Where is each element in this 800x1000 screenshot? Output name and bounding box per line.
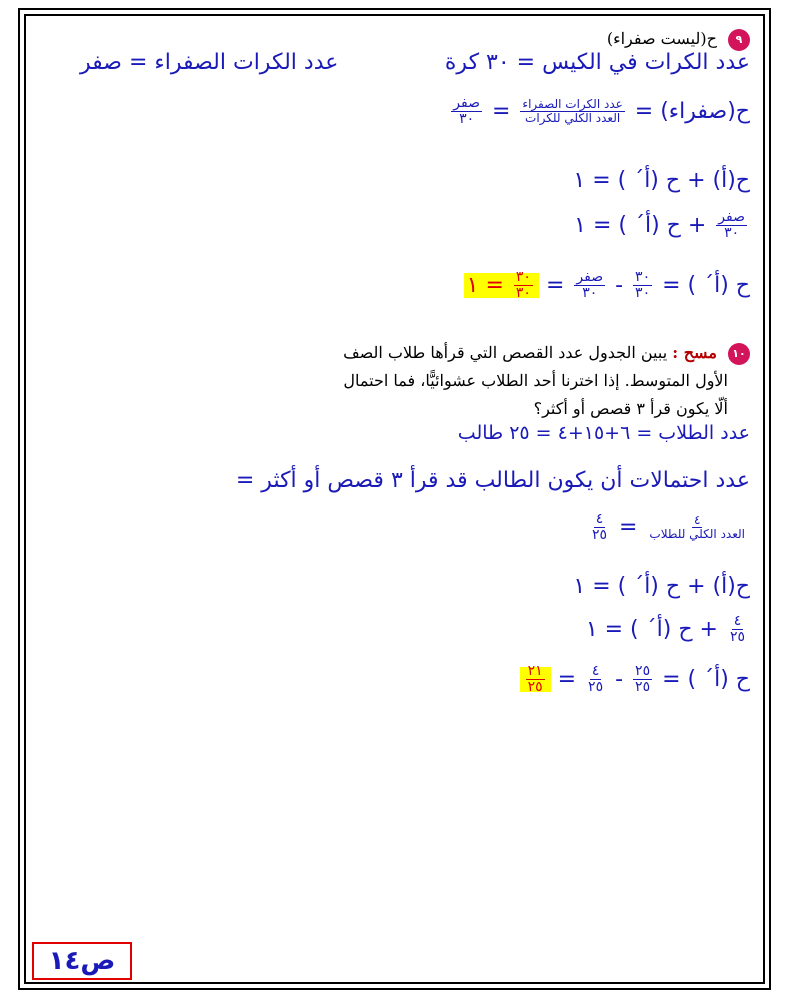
q10-sub-frac-num: ٤ [733,613,742,629]
q10-frac1 [647,514,747,541]
q10-answer-highlight [520,663,551,696]
q10-final-frac2-num: ٤ [591,663,600,679]
q9-final-minus: - [615,272,624,298]
q10-frac1-num: ٤ [693,513,701,528]
q9-sub-frac-den: ٣٠ [724,225,740,242]
q10-line2: الأول المتوسط. إذا اخترنا أحد الطلاب عشوائيًّا، فما احتمال [343,371,728,390]
q9-final-frac1-den: ٣٠ [635,285,651,302]
q10-line1: يبين الجدول عدد القصص التي قرأها طلاب الصف [343,343,668,362]
q10-substitution [586,614,750,646]
q10-sub-rest: + ح (أ´ ) = ١ [585,616,718,642]
q10-final-frac1-num: ٢٥ [635,663,651,679]
q9-p-yellow-frac1-den: العدد الكلي للكرات [525,111,621,126]
q9-substitution [574,210,750,242]
page-number-box [32,942,132,980]
q10-final-lhs: ح (أ´ ) = [662,666,750,692]
q10-outcomes: عدد احتمالات أن يكون الطالب قد قرأ ٣ قصص أو أكثر = [235,468,750,493]
q10-eq-sign: = [618,514,638,540]
q9-yellow-balls: عدد الكرات الصفراء = صفر [80,50,339,75]
q9-final-frac2-den: ٣٠ [582,285,598,302]
q9-sub-frac [716,210,747,242]
q9-header: ح(ليست صفراء) [606,29,717,48]
q9-answer-frac [514,270,533,302]
q9-balls-in-bag: عدد الكرات في الكيس = ٣٠ كرة [444,50,750,75]
q9-final-frac2-num: صفر [576,269,604,285]
q9-p-yellow-eq: = [491,98,511,124]
page-frame-inner [24,14,765,984]
q9-complement-rule: ح(أ) + ح (أ´ ) = ١ [573,168,750,193]
q9-answer-highlight [464,269,539,302]
q9-answer-frac-den: ٣٠ [515,285,531,302]
q10-frac2-den: ٢٥ [591,527,607,544]
q10-sub-frac [728,614,747,646]
q9-final-frac1-num: ٣٠ [635,269,651,285]
q10-label: مسح : [672,343,717,362]
q10-sub-frac-den: ٢٥ [729,629,745,646]
q9-p-yellow-lhs: ح(صفراء) = [634,98,750,124]
q10-probability-equation [587,512,750,544]
q10-complement-rule: ح(أ) + ح (أ´ ) = ١ [573,574,750,599]
q9-sub-rest: + ح (أ´ ) = ١ [574,212,707,238]
q10-students: عدد الطلاب = ٦+١٥+٤ = ٢٥ طالب [457,422,750,444]
q9-answer-result: = ١ [466,272,504,298]
q9-p-yellow-frac2 [451,96,482,128]
q9-p-yellow-frac1 [520,98,624,125]
q10-answer-frac [526,664,545,696]
page-number: ص١٤ [48,946,116,976]
q10-final-eq: = [557,666,577,692]
q9-p-yellow-frac1-num: عدد الكرات الصفراء [522,97,623,112]
q10-line1-row [343,340,750,365]
q9-p-yellow-frac2-num: صفر [453,95,480,111]
q9-number-badge: ٩ [728,29,750,51]
q9-p-yellow-equation [448,96,750,128]
q9-final-frac2 [574,270,605,302]
q10-frac2 [590,512,609,544]
q9-final-equation [464,270,750,302]
q9-final-eq: = [545,272,565,298]
q10-answer-den: ٢٥ [527,679,543,696]
q10-final-minus: - [615,666,624,692]
q9-final-frac1 [633,270,652,302]
q9-sub-frac-num: صفر [718,209,745,225]
q10-answer-num: ٢١ [527,663,543,679]
q9-final-lhs: ح (أ´ ) = [662,272,750,298]
q10-line3: ألّا يكون قرأ ٣ قصص أو أكثر؟ [533,399,728,418]
q10-number-badge: ١٠ [728,343,750,365]
q10-final-frac1 [633,664,652,696]
q10-final-frac2 [586,664,605,696]
q10-frac2-num: ٤ [595,511,604,527]
q9-answer-frac-num: ٣٠ [515,269,531,285]
q9-p-yellow-frac2-den: ٣٠ [459,111,475,128]
q10-final-frac1-den: ٢٥ [635,679,651,696]
q9-header-row [607,26,750,51]
q10-final-frac2-den: ٢٥ [588,679,604,696]
q10-frac1-den: العدد الكلي للطلاب [649,527,745,542]
q10-final-equation [520,664,750,696]
